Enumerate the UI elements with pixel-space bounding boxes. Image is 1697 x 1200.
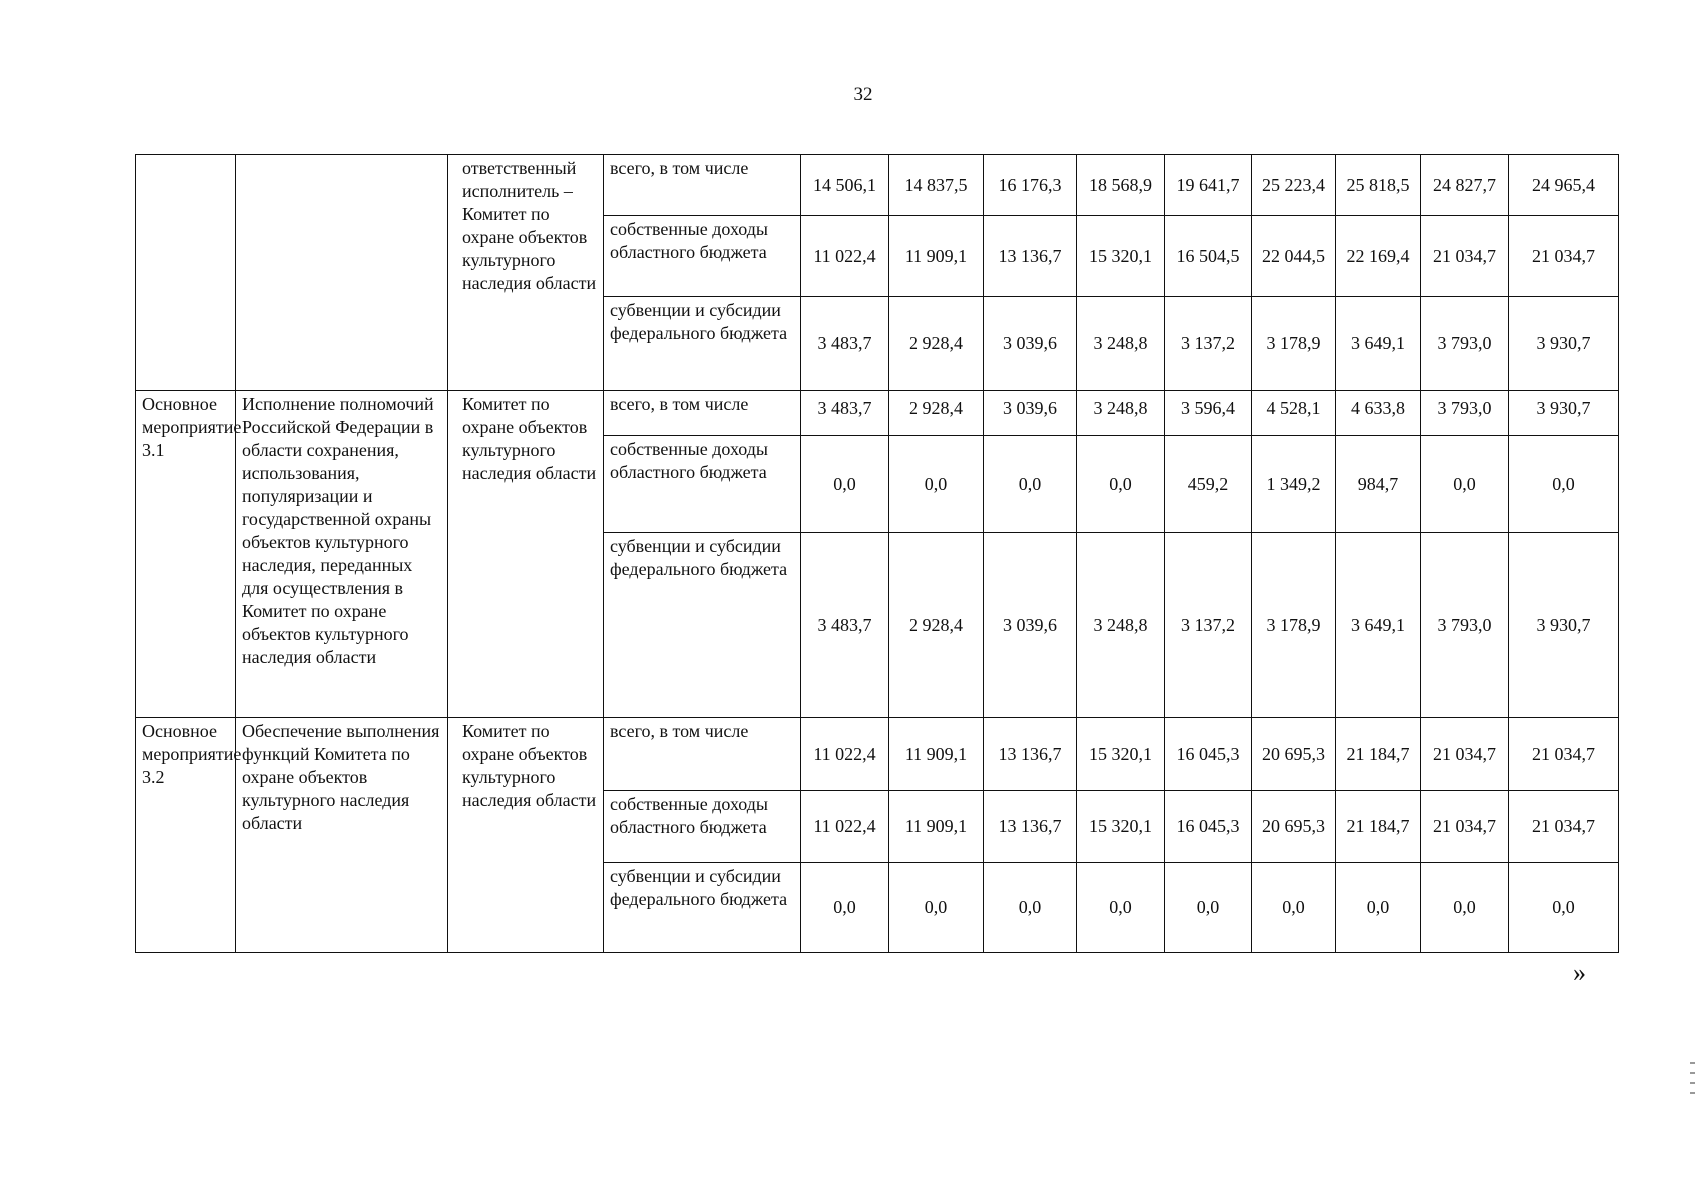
value-cell: 16 045,3: [1165, 791, 1252, 863]
value-cell: 21 034,7: [1421, 791, 1509, 863]
funding-source-cell: собственные доходы областного бюджета: [604, 216, 801, 297]
value-cell: 3 483,7: [801, 297, 889, 391]
closing-quote: »: [1573, 958, 1586, 987]
value-cell: 0,0: [889, 436, 984, 533]
scan-mark: [1690, 1082, 1695, 1084]
value-cell: 2 928,4: [889, 533, 984, 718]
value-cell: 4 633,8: [1336, 391, 1421, 436]
scan-mark: [1690, 1062, 1695, 1064]
funding-source-cell: всего, в том числе: [604, 391, 801, 436]
value-cell: 16 176,3: [984, 155, 1077, 216]
value-cell: 3 649,1: [1336, 533, 1421, 718]
table-row: [136, 155, 1619, 216]
value-cell: 4 528,1: [1252, 391, 1336, 436]
value-cell: 3 483,7: [801, 533, 889, 718]
funding-source-cell: собственные доходы областного бюджета: [604, 436, 801, 533]
value-cell: 18 568,9: [1077, 155, 1165, 216]
value-cell: 3 039,6: [984, 533, 1077, 718]
table-row: [136, 391, 1619, 436]
value-cell: 3 649,1: [1336, 297, 1421, 391]
value-cell: 21 184,7: [1336, 791, 1421, 863]
value-cell: 3 178,9: [1252, 297, 1336, 391]
value-cell: 3 248,8: [1077, 297, 1165, 391]
funding-source-cell: субвенции и субсидии федерального бюджета: [604, 533, 801, 718]
description-cell: [236, 155, 448, 391]
value-cell: 3 930,7: [1509, 391, 1619, 436]
value-cell: 3 248,8: [1077, 533, 1165, 718]
value-cell: 3 793,0: [1421, 533, 1509, 718]
funding-source-cell: субвенции и субсидии федерального бюджета: [604, 297, 801, 391]
value-cell: 21 034,7: [1509, 216, 1619, 297]
value-cell: 21 034,7: [1509, 791, 1619, 863]
value-cell: 14 506,1: [801, 155, 889, 216]
value-cell: 25 818,5: [1336, 155, 1421, 216]
value-cell: 0,0: [801, 436, 889, 533]
value-cell: 3 793,0: [1421, 391, 1509, 436]
value-cell: 11 909,1: [889, 216, 984, 297]
value-cell: 3 930,7: [1509, 533, 1619, 718]
value-cell: 3 930,7: [1509, 297, 1619, 391]
value-cell: 3 596,4: [1165, 391, 1252, 436]
value-cell: 0,0: [984, 436, 1077, 533]
value-cell: 15 320,1: [1077, 718, 1165, 791]
value-cell: 3 793,0: [1421, 297, 1509, 391]
value-cell: 20 695,3: [1252, 718, 1336, 791]
scan-mark: [1690, 1072, 1695, 1074]
budget-table: [135, 154, 1619, 953]
event-cell: Основное мероприятие 3.2: [136, 718, 236, 953]
value-cell: 22 044,5: [1252, 216, 1336, 297]
value-cell: 0,0: [1509, 863, 1619, 953]
value-cell: 25 223,4: [1252, 155, 1336, 216]
value-cell: 14 837,5: [889, 155, 984, 216]
executor-cell: Комитет по охране объектов культурного наследия области: [448, 391, 604, 718]
value-cell: 2 928,4: [889, 391, 984, 436]
description-cell: Исполнение полномочий Российской Федерации в области сохранения, использования, популяризации и государственной охраны объектов культурного наследия, переданных для осуществления в Комитет по охране объектов культурного наследия области: [236, 391, 448, 718]
value-cell: 3 248,8: [1077, 391, 1165, 436]
value-cell: 1 349,2: [1252, 436, 1336, 533]
value-cell: 13 136,7: [984, 216, 1077, 297]
value-cell: 11 022,4: [801, 718, 889, 791]
value-cell: 15 320,1: [1077, 791, 1165, 863]
value-cell: 3 178,9: [1252, 533, 1336, 718]
funding-source-cell: субвенции и субсидии федерального бюджета: [604, 863, 801, 953]
value-cell: 0,0: [1421, 863, 1509, 953]
value-cell: 15 320,1: [1077, 216, 1165, 297]
funding-source-cell: всего, в том числе: [604, 718, 801, 791]
value-cell: 21 034,7: [1421, 718, 1509, 791]
value-cell: 0,0: [1509, 436, 1619, 533]
value-cell: 3 039,6: [984, 297, 1077, 391]
value-cell: 11 909,1: [889, 791, 984, 863]
value-cell: 13 136,7: [984, 791, 1077, 863]
executor-cell: Комитет по охране объектов культурного наследия области: [448, 718, 604, 953]
value-cell: 0,0: [1165, 863, 1252, 953]
value-cell: 3 137,2: [1165, 297, 1252, 391]
executor-cell: ответственный исполнитель – Комитет по охране объектов культурного наследия области: [448, 155, 604, 391]
value-cell: 16 045,3: [1165, 718, 1252, 791]
value-cell: 0,0: [1077, 863, 1165, 953]
value-cell: 24 827,7: [1421, 155, 1509, 216]
value-cell: 2 928,4: [889, 297, 984, 391]
funding-source-cell: собственные доходы областного бюджета: [604, 791, 801, 863]
value-cell: 0,0: [984, 863, 1077, 953]
value-cell: 13 136,7: [984, 718, 1077, 791]
value-cell: 3 039,6: [984, 391, 1077, 436]
value-cell: 16 504,5: [1165, 216, 1252, 297]
value-cell: 0,0: [889, 863, 984, 953]
value-cell: 0,0: [1421, 436, 1509, 533]
value-cell: 11 022,4: [801, 791, 889, 863]
value-cell: 22 169,4: [1336, 216, 1421, 297]
value-cell: 0,0: [1077, 436, 1165, 533]
value-cell: 984,7: [1336, 436, 1421, 533]
value-cell: 21 034,7: [1421, 216, 1509, 297]
value-cell: 24 965,4: [1509, 155, 1619, 216]
value-cell: 459,2: [1165, 436, 1252, 533]
scan-mark: [1690, 1092, 1695, 1094]
description-cell: Обеспечение выполнения функций Комитета по охране объектов культурного наследия области: [236, 718, 448, 953]
value-cell: 20 695,3: [1252, 791, 1336, 863]
page-number: 32: [853, 84, 873, 105]
value-cell: 3 483,7: [801, 391, 889, 436]
value-cell: 21 184,7: [1336, 718, 1421, 791]
value-cell: 19 641,7: [1165, 155, 1252, 216]
event-cell: [136, 155, 236, 391]
value-cell: 0,0: [801, 863, 889, 953]
value-cell: 0,0: [1252, 863, 1336, 953]
value-cell: 11 909,1: [889, 718, 984, 791]
funding-source-cell: всего, в том числе: [604, 155, 801, 216]
event-cell: Основное мероприятие 3.1: [136, 391, 236, 718]
value-cell: 21 034,7: [1509, 718, 1619, 791]
value-cell: 0,0: [1336, 863, 1421, 953]
table-row: [136, 718, 1619, 791]
value-cell: 3 137,2: [1165, 533, 1252, 718]
value-cell: 11 022,4: [801, 216, 889, 297]
